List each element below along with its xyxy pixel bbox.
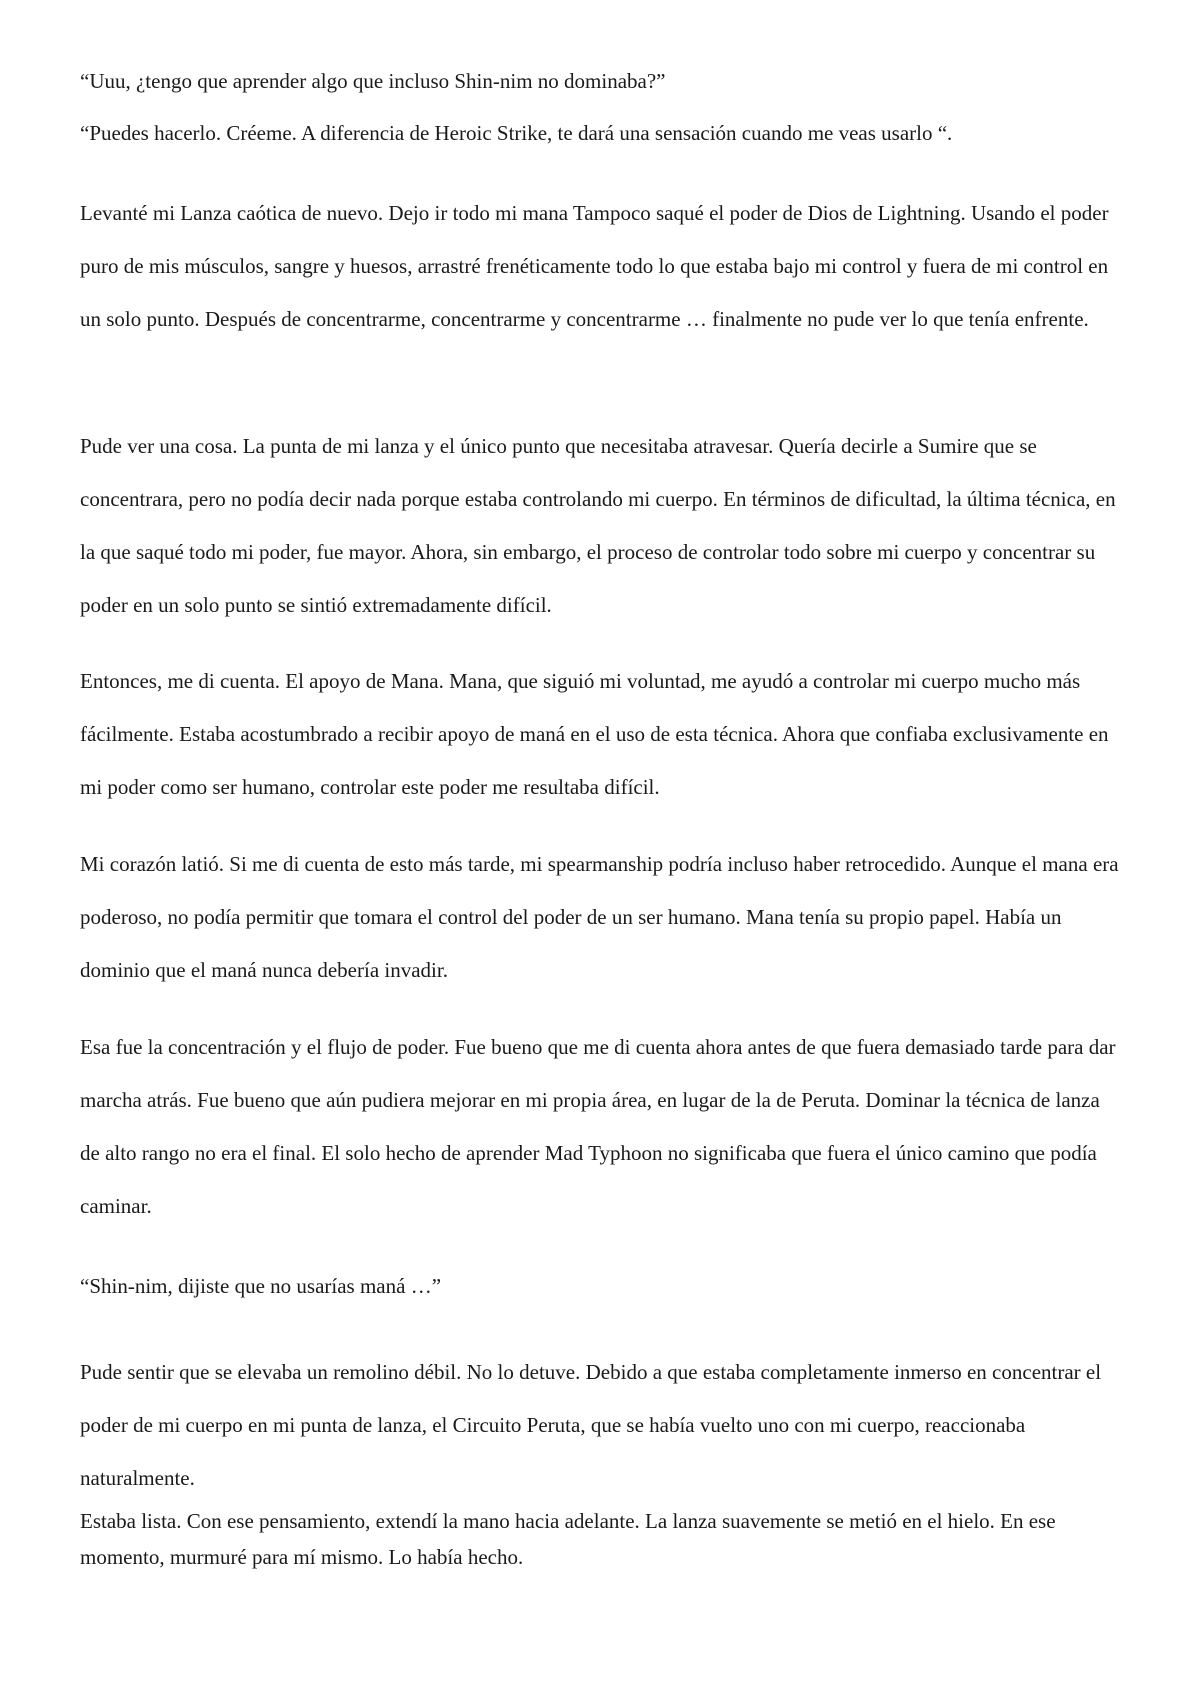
paragraph-1: “Uuu, ¿tengo que aprender algo que incluso Shin-nim no dominaba?” bbox=[80, 69, 666, 93]
paragraph-4: Pude ver una cosa. La punta de mi lanza y el único punto que necesitaba atravesar. Quería decirle a Sumire que se concentrara, pero no podía decir nada porque estaba controlando mi cuerpo. En términos de dificultad, la última técnica, en la que saqué todo mi poder, fue mayor. Ahora, sin embargo, el proceso de controlar todo sobre mi cuerpo y concentrar su poder en un solo punto se sintió extremadamente difícil. bbox=[80, 434, 1116, 617]
paragraph-8: “Shin-nim, dijiste que no usarías maná …” bbox=[80, 1274, 442, 1298]
paragraph-10: Estaba lista. Con ese pensamiento, extendí la mano hacia adelante. La lanza suavemente se metió en el hielo. En ese momento, murmuré para mí mismo. Lo había hecho. bbox=[80, 1509, 1056, 1569]
paragraph-9: Pude sentir que se elevaba un remolino débil. No lo detuve. Debido a que estaba completamente inmerso en concentrar el poder de mi cuerpo en mi punta de lanza, el Circuito Peruta, que se había vuelto uno con mi cuerpo, reaccionaba naturalmente. bbox=[80, 1360, 1102, 1490]
paragraph-5: Entonces, me di cuenta. El apoyo de Mana. Mana, que siguió mi voluntad, me ayudó a controlar mi cuerpo mucho más fácilmente. Estaba acostumbrado a recibir apoyo de maná en el uso de esta técnica. Ahora que confiaba exclusivamente en mi poder como ser humano, controlar este poder me resultaba difícil. bbox=[80, 669, 1109, 799]
paragraph-3: Levanté mi Lanza caótica de nuevo. Dejo ir todo mi mana Tampoco saqué el poder de Dios de Lightning. Usando el poder puro de mis músculos, sangre y huesos, arrastré frenéticamente todo lo que estaba bajo mi control y fuera de mi control en un solo punto. Después de concentrarme, concentrarme y concentrarme … finalmente no pude ver lo que tenía enfrente. bbox=[80, 201, 1109, 331]
paragraph-6: Mi corazón latió. Si me di cuenta de esto más tarde, mi spearmanship podría incluso haber retrocedido. Aunque el mana era poderoso, no podía permitir que tomara el control del poder de un ser humano. Mana tenía su propio papel. Había un dominio que el maná nunca debería invadir. bbox=[80, 852, 1119, 982]
paragraph-7: Esa fue la concentración y el flujo de poder. Fue bueno que me di cuenta ahora antes de que fuera demasiado tarde para dar marcha atrás. Fue bueno que aún pudiera mejorar en mi propia área, en lugar de la de Peruta. Dominar la técnica de lanza de alto rango no era el final. El solo hecho de aprender Mad Typhoon no significaba que fuera el único camino que podía caminar. bbox=[80, 1035, 1116, 1218]
paragraph-2: “Puedes hacerlo. Créeme. A diferencia de Heroic Strike, te dará una sensación cuando me veas usarlo “. bbox=[80, 121, 953, 145]
